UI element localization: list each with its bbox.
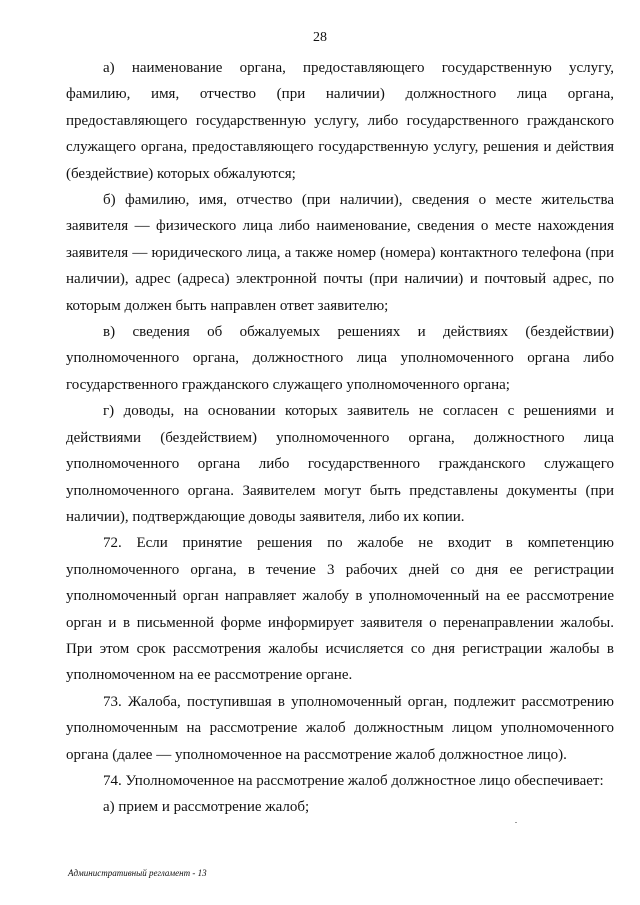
paragraph-b-applicant-details: б) фамилию, имя, отчество (при наличии), сведения о месте жительства заявителя — физического лица либо наименование, сведения о месте нахождения заявителя — юридического лица, а также номер (номера) контактного телефона (при наличии), адрес (адреса) электронной почты (при наличии) и почтовый адрес, по которым должен быть направлен ответ заявителю; — [66, 192, 614, 314]
paragraph-73: 73. Жалоба, поступившая в уполномоченный орган, подлежит рассмотрению уполномоченным на рассмотрение жалоб должностным лицом уполномоченного органа (далее — уполномоченное на рассмотрение жалоб должностное лицо). — [66, 693, 614, 763]
paragraph-74-a: а) прием и рассмотрение жалоб; — [103, 799, 310, 816]
paragraph-a-complaint-subject: а) наименование органа, предоставляющего государственную услугу, фамилию, имя, отчество (при наличии) должностного лица органа, предоставляющего государственную услугу, либо государственного гражданского служащего органа, предоставляющего государственную услугу, решения и действия (бездействие) которых обжалуются; — [66, 60, 614, 182]
paragraph-g-arguments: г) доводы, на основании которых заявитель не согласен с решениями и действиями (бездействием) уполномоченного органа, должностного лица уполномоченного органа либо государственного гражданского служащего уполномоченного органа. Заявителем могут быть представлены документы (при наличии), подтверждающие доводы заявителя, либо их копии. — [66, 403, 614, 525]
scan-artifact — [515, 822, 517, 823]
document-body — [66, 55, 614, 821]
paragraph-v-appealed-decisions: в) сведения об обжалуемых решениях и действиях (бездействии) уполномоченного органа, должностного лица уполномоченного органа либо государственного гражданского служащего уполномоченного органа; — [66, 324, 614, 393]
page-footer: Административный регламент - 13 — [68, 868, 207, 878]
paragraph-72: 72. Если принятие решения по жалобе не входит в компетенцию уполномоченного органа, в течение 3 рабочих дней со дня ее регистрации уполномоченный орган направляет жалобу в уполномоченный на ее рассмотрение орган и в письменной форме информирует заявителя о перенаправлении жалобы. При этом срок рассмотрения жалобы исчисляется со дня регистрации жалобы в уполномоченном на ее рассмотрение органе. — [66, 535, 614, 684]
page-number: 28 — [313, 30, 327, 45]
paragraph-74: 74. Уполномоченное на рассмотрение жалоб должностное лицо обеспечивает: — [103, 772, 604, 789]
